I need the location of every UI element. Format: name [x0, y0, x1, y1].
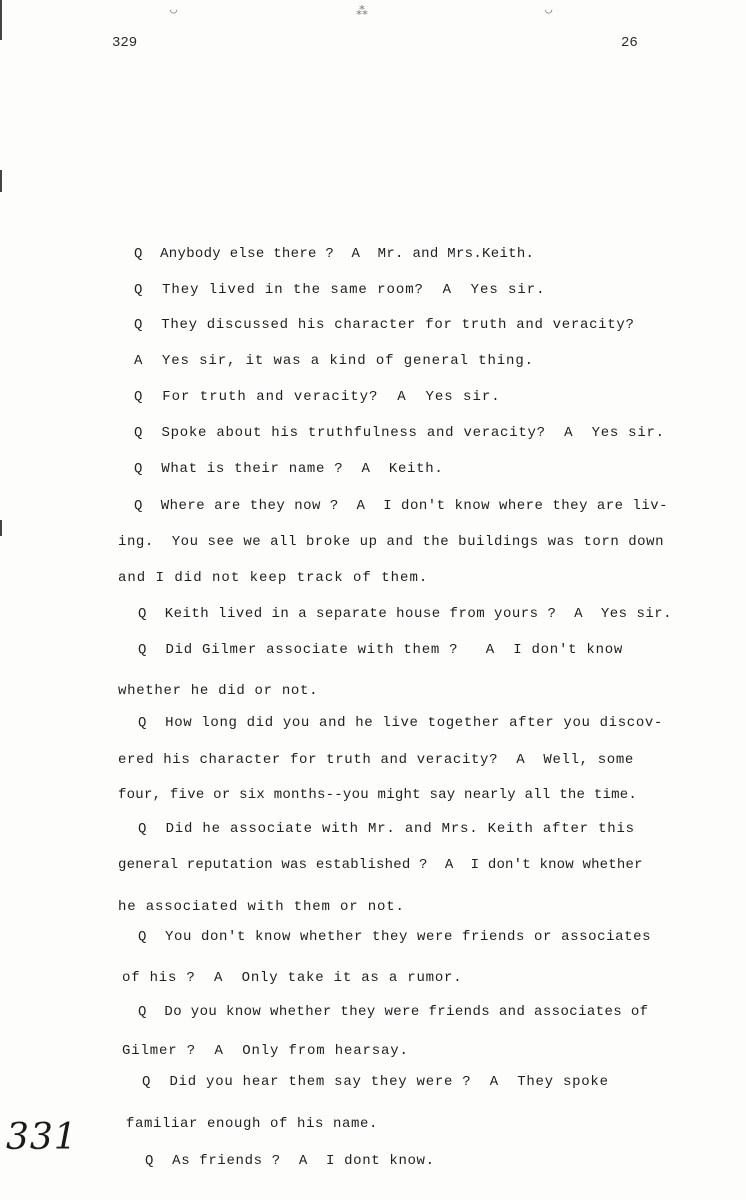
edge-mark — [0, 0, 2, 40]
transcript-line: Q As friends ? A I dont know. — [145, 1153, 435, 1169]
transcript-line: ing. You see we all broke up and the buildings was torn down — [118, 534, 665, 550]
transcript-line: ered his character for truth and veracity? A Well, some — [118, 752, 634, 768]
transcript-line: familiar enough of his name. — [126, 1116, 379, 1132]
transcript-line: he associated with them or not. — [118, 899, 405, 915]
transcript-line: Q For truth and veracity? A Yes sir. — [134, 389, 501, 405]
transcript-line: Q Did Gilmer associate with them ? A I don't know — [138, 642, 624, 658]
punch-mark: ◡ — [170, 3, 178, 17]
transcript-line: Q They lived in the same room? A Yes sir. — [134, 282, 546, 298]
transcript-line: and I did not keep track of them. — [118, 570, 429, 586]
transcript-line: of his ? A Only take it as a rumor. — [122, 970, 463, 986]
transcript-line: Q How long did you and he live together after you discov- — [138, 715, 663, 731]
transcript-line: Q Do you know whether they were friends and associates of — [138, 1004, 649, 1020]
edge-mark — [0, 170, 2, 192]
transcript-line: whether he did or not. — [118, 683, 319, 699]
transcript-line: general reputation was established ? A I don't know whether — [118, 857, 643, 873]
transcript-line: A Yes sir, it was a kind of general thing. — [134, 353, 534, 369]
edge-mark — [0, 520, 2, 536]
handwritten-margin-number: 331 — [6, 1117, 78, 1158]
transcript-line: Q What is their name ? A Keith. — [134, 461, 444, 477]
transcript-line: Q Where are they now ? A I don't know where they are liv- — [134, 498, 669, 514]
page-number-right: 26 — [621, 35, 638, 51]
page-number-left: 329 — [112, 35, 138, 51]
punch-mark: ⁂ — [356, 5, 368, 19]
transcript-line: Q Keith lived in a separate house from yours ? A Yes sir. — [138, 606, 673, 622]
transcript-line: Q Did you hear them say they were ? A They spoke — [142, 1074, 609, 1090]
transcript-line: Q Anybody else there ? A Mr. and Mrs.Keith. — [134, 246, 535, 262]
transcript-line: Gilmer ? A Only from hearsay. — [122, 1043, 409, 1059]
transcript-line: Q Did he associate with Mr. and Mrs. Keith after this — [138, 821, 635, 837]
transcript-line: Q Spoke about his truthfulness and veracity? A Yes sir. — [134, 425, 665, 441]
transcript-line: four, five or six months--you might say nearly all the time. — [118, 787, 638, 803]
transcript-line: Q You don't know whether they were friends or associates — [138, 929, 652, 945]
transcript-line: Q They discussed his character for truth and veracity? — [134, 317, 635, 333]
punch-mark: ◡ — [545, 3, 553, 17]
